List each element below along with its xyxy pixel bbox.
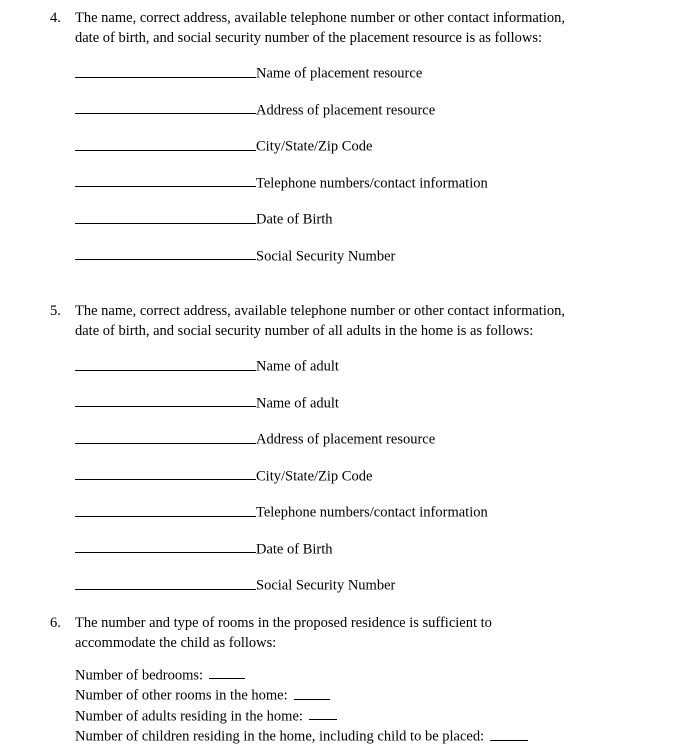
item-body <box>75 613 635 746</box>
form-field-row <box>75 245 635 267</box>
item-text-line: accommodate the child as follows: <box>75 634 277 651</box>
form-field-row <box>75 392 635 414</box>
field-list <box>75 62 635 266</box>
blank-fill-line <box>75 465 256 481</box>
field-label: Address of placement resource <box>256 102 436 118</box>
item-body <box>75 301 635 611</box>
form-field-row <box>75 135 635 157</box>
item-number: 4. <box>50 10 61 26</box>
blank-fill-line <box>75 501 256 517</box>
field-label: Social Security Number <box>256 577 396 594</box>
item-text-line: The name, correct address, available telephone number or other contact information, <box>75 303 565 319</box>
field-list <box>75 355 635 596</box>
form-item-5 <box>50 301 664 611</box>
blank-fill-line <box>75 62 256 78</box>
field-label: City/State/Zip Code <box>256 468 373 484</box>
field-label: Name of placement resource <box>256 65 423 82</box>
form-item-6 <box>50 613 664 746</box>
blank-fill-line <box>75 355 256 371</box>
inline-field-row <box>75 725 635 746</box>
field-label: Date of Birth <box>256 211 333 228</box>
field-label: City/State/Zip Code <box>256 138 373 155</box>
form-field-row <box>75 99 635 121</box>
field-label: Social Security Number <box>256 248 396 264</box>
inline-field-label: Number of children residing in the home, including child to be placed: <box>75 728 485 745</box>
form-field-row <box>75 355 635 377</box>
form-field-row <box>75 465 635 487</box>
blank-fill-line <box>490 725 528 741</box>
blank-fill-line <box>75 428 256 444</box>
field-label: Telephone numbers/contact information <box>256 175 488 191</box>
blank-fill-line <box>294 684 330 700</box>
form-field-row <box>75 538 635 560</box>
item-number: 6. <box>50 614 61 631</box>
item-text-line: date of birth, and social security number of the placement resource is as follows: <box>75 30 543 46</box>
item-text-line: The number and type of rooms in the proposed residence is sufficient to <box>75 614 492 631</box>
inline-field-row <box>75 705 635 726</box>
inline-field-label: Number of bedrooms: <box>75 667 204 683</box>
blank-fill-line <box>209 664 245 680</box>
form-field-row <box>75 62 635 84</box>
field-label: Name of adult <box>256 358 339 375</box>
room-count-list <box>75 664 635 746</box>
inline-field-label: Number of adults residing in the home: <box>75 708 303 724</box>
form-field-row <box>75 172 635 194</box>
form-item-4 <box>50 8 664 281</box>
item-number: 5. <box>50 303 61 319</box>
item-text-line: date of birth, and social security number of all adults in the home is as follows: <box>75 323 534 339</box>
form-field-row <box>75 501 635 523</box>
inline-field-label: Number of other rooms in the home: <box>75 687 288 704</box>
blank-fill-line <box>75 245 256 261</box>
blank-fill-line <box>75 392 256 408</box>
field-label: Date of Birth <box>256 541 333 557</box>
blank-fill-line <box>75 99 256 115</box>
field-label: Address of placement resource <box>256 431 436 448</box>
form-field-row <box>75 428 635 450</box>
blank-fill-line <box>75 172 256 188</box>
form-field-row <box>75 574 635 596</box>
blank-fill-line <box>309 705 337 721</box>
blank-fill-line <box>75 574 256 590</box>
inline-field-row <box>75 684 635 705</box>
form-field-row <box>75 208 635 230</box>
item-body <box>75 8 635 281</box>
blank-fill-line <box>75 135 256 151</box>
field-label: Telephone numbers/contact information <box>256 504 488 521</box>
inline-field-row <box>75 664 635 685</box>
blank-fill-line <box>75 208 256 224</box>
item-text-line: The name, correct address, available telephone number or other contact information, <box>75 10 565 26</box>
field-label: Name of adult <box>256 395 339 411</box>
blank-fill-line <box>75 538 256 554</box>
